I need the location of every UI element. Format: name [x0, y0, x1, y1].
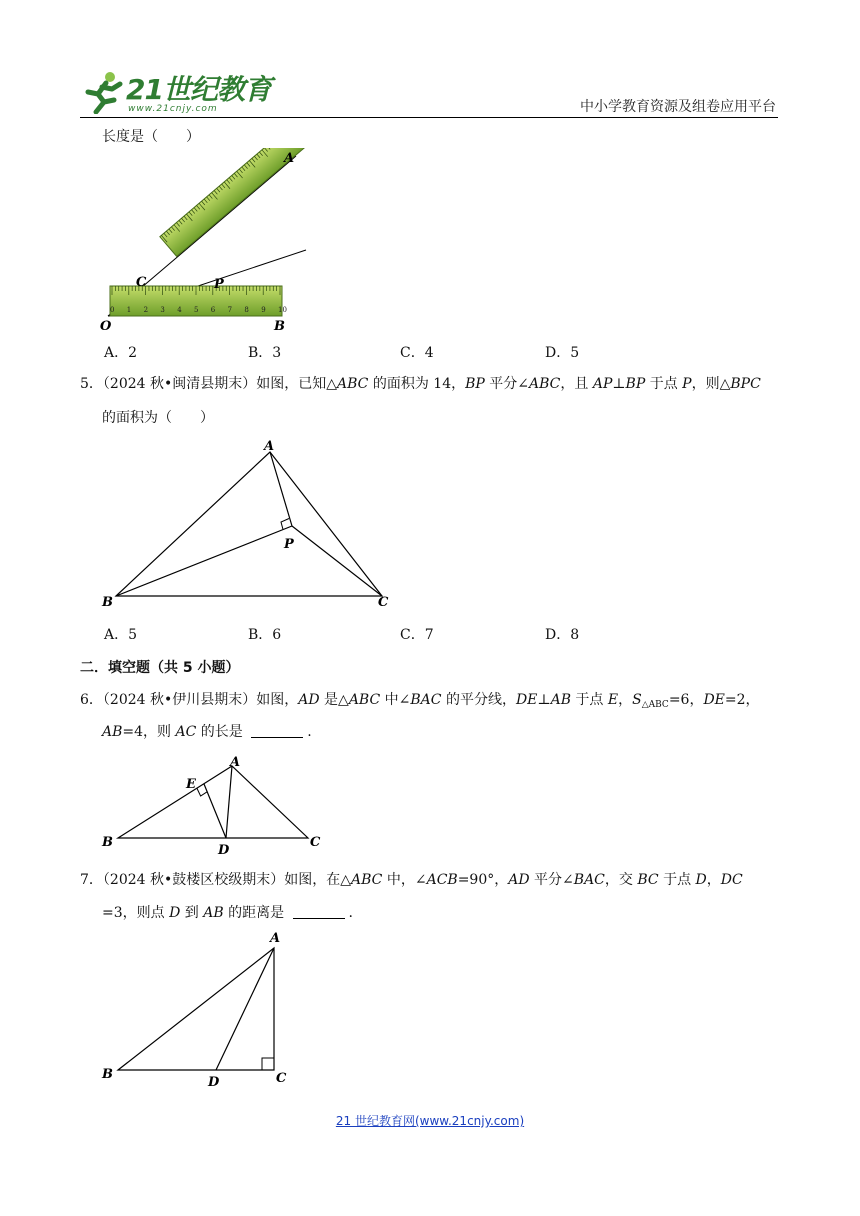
- q7-answer-blank[interactable]: [293, 904, 345, 919]
- q5-option-a[interactable]: A．5: [104, 627, 138, 643]
- ruler-tick-label: 10: [278, 306, 287, 314]
- q4-ruler-figure: [100, 148, 320, 336]
- q4-option-d[interactable]: D．5: [545, 345, 580, 361]
- q6-label-C: C: [310, 835, 321, 850]
- q6-triangle-figure: [96, 750, 336, 860]
- q5-label-P: P: [284, 537, 294, 552]
- q4-option-a[interactable]: A．2: [104, 345, 138, 361]
- q4-option-c[interactable]: C．4: [400, 345, 434, 361]
- ruler-tick-label: 1: [126, 306, 132, 314]
- q7-stem-line2: =3，则点 D 到 AB 的距离是 .: [102, 905, 353, 921]
- q7-label-B: B: [102, 1067, 113, 1082]
- runner-icon: [80, 70, 126, 114]
- ruler-tick-label: 3: [160, 306, 165, 314]
- logo-url: www.21cnjy.com: [128, 104, 218, 114]
- q6-label-D: D: [218, 843, 230, 858]
- q7-stem-line1: 7．（2024 秋•鼓楼区校级期末）如图，在△ABC 中，∠ACB=90°，AD 平分∠BAC，交 BC 于点 D，DC: [80, 872, 743, 888]
- q5-label-B: B: [102, 595, 113, 610]
- q4-label-B: B: [274, 319, 285, 334]
- q5-label-C: C: [378, 595, 389, 610]
- q5-option-d[interactable]: D．8: [545, 627, 580, 643]
- q5-label-A: A: [264, 439, 275, 454]
- header-divider: [80, 117, 778, 118]
- q5-option-b[interactable]: B．6: [248, 627, 282, 643]
- q6-label-B: B: [102, 835, 113, 850]
- q4-label-C: C: [136, 275, 147, 290]
- ruler-tick-label: 8: [244, 306, 249, 314]
- q6-stem-line2: AB=4，则 AC 的长是 .: [102, 724, 312, 740]
- q6-stem-line1: 6．（2024 秋•伊川县期末）如图，AD 是△ABC 中∠BAC 的平分线，DE⊥AB 于点 E，$S_{\triangle ABC}=6$，DE=2，: [80, 692, 760, 710]
- site-logo: [80, 66, 271, 120]
- q5-stem-line2: 的面积为（ ）: [102, 410, 214, 426]
- q4-label-P: P: [214, 277, 224, 292]
- q6-label-A: A: [230, 755, 241, 770]
- q4-question-tail: 长度是（ ）: [102, 129, 200, 145]
- q6-label-E: E: [186, 777, 196, 792]
- ruler-tick-label: 6: [210, 306, 216, 314]
- q5-triangle-figure: [96, 436, 396, 612]
- ruler-tick-label: 5: [194, 306, 199, 314]
- section-title-fill-in: 二．填空题（共 5 小题）: [80, 660, 240, 676]
- q7-right-triangle-figure: [96, 928, 306, 1088]
- ruler-tick-label: 4: [177, 306, 182, 314]
- q4-label-A: A: [284, 151, 295, 166]
- q7-label-A: A: [270, 931, 281, 946]
- q4-label-O: O: [100, 319, 112, 334]
- q5-stem-line1: 5．（2024 秋•闽清县期末）如图，已知△ABC 的面积为 14，BP 平分∠ABC，且 AP⊥BP 于点 P，则△BPC: [80, 376, 761, 392]
- footer-site-link[interactable]: 21 世纪教育网(www.21cnjy.com): [335, 1114, 525, 1128]
- ruler-tick-label: 0: [110, 306, 115, 314]
- q7-label-C: C: [276, 1071, 287, 1086]
- ruler-tick-label: 2: [143, 306, 149, 314]
- ruler-tick-label: 7: [227, 306, 233, 314]
- q6-answer-blank[interactable]: [251, 723, 303, 738]
- logo-text: 21世纪教育: [126, 73, 271, 106]
- q4-option-b[interactable]: B．3: [248, 345, 282, 361]
- header-platform-title: 中小学教育资源及组卷应用平台: [580, 99, 776, 115]
- q5-option-c[interactable]: C．7: [400, 627, 434, 643]
- q7-label-D: D: [208, 1075, 220, 1088]
- ruler-tick-label: 9: [261, 306, 266, 314]
